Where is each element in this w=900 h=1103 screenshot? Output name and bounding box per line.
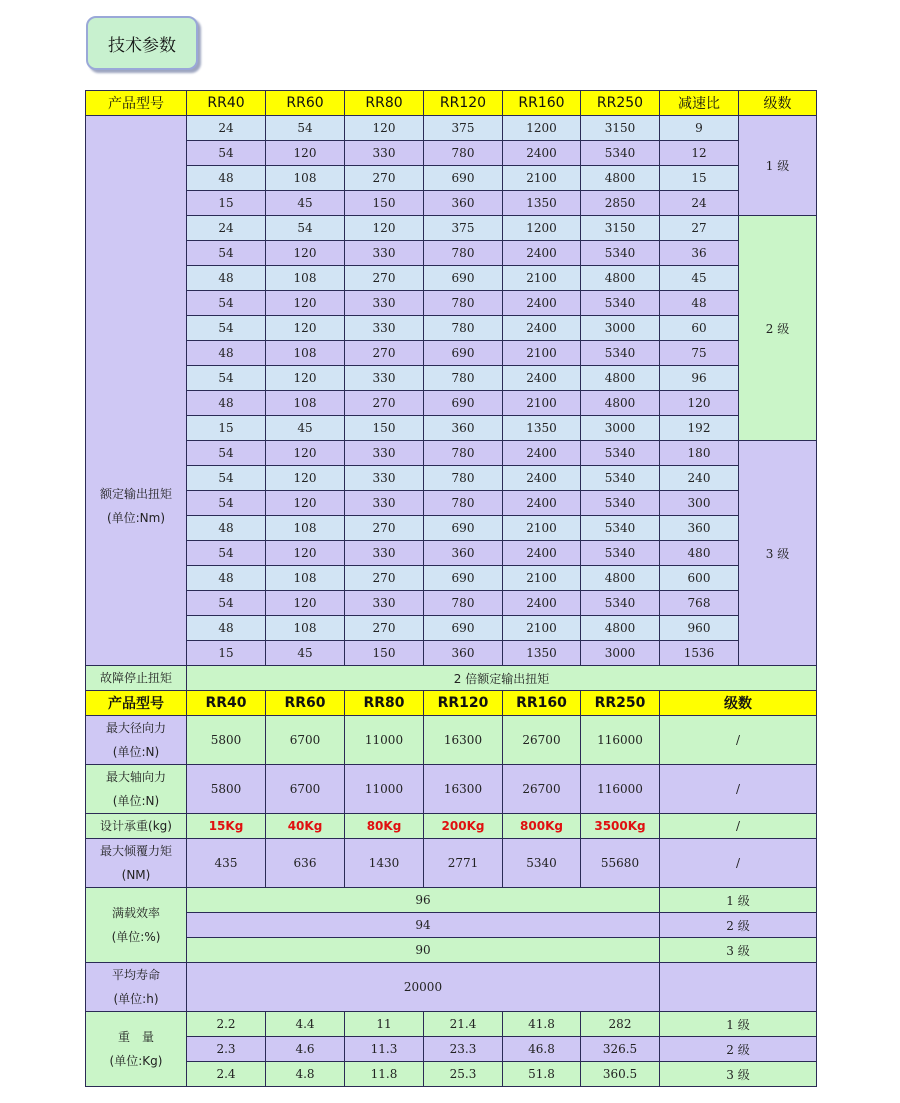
torque-cell: 330 [345, 591, 424, 616]
weight-row [86, 1062, 817, 1087]
torque-cell: 15 [660, 166, 739, 191]
torque-cell: 375 [424, 116, 503, 141]
torque-cell: 45 [266, 416, 345, 441]
torque-cell: 54 [266, 116, 345, 141]
torque-cell: 4800 [581, 616, 660, 641]
header-ratio: 减速比 [660, 91, 739, 116]
torque-row [86, 566, 817, 591]
torque-cell: 120 [266, 141, 345, 166]
header-model: RR80 [345, 91, 424, 116]
torque-cell: 270 [345, 391, 424, 416]
torque-cell: 360 [424, 191, 503, 216]
torque-cell: 108 [266, 616, 345, 641]
radial-force-row-cell: 16300 [424, 716, 503, 765]
torque-cell: 2400 [503, 291, 581, 316]
axial-force-row-cell: 6700 [266, 765, 345, 814]
weight-cell: 326.5 [581, 1037, 660, 1062]
efficiency-stage: 3 级 [660, 938, 817, 963]
torque-cell: 24 [187, 216, 266, 241]
torque-cell: 780 [424, 241, 503, 266]
efficiency-row [86, 888, 817, 913]
stage-cell: 3 级 [739, 441, 817, 666]
weight-cell: 360.5 [581, 1062, 660, 1087]
load-cell: 3500Kg [581, 814, 660, 839]
header-model: RR160 [503, 691, 581, 716]
torque-cell: 360 [424, 641, 503, 666]
torque-cell: 120 [266, 466, 345, 491]
torque-cell: 2400 [503, 441, 581, 466]
load-cell: 800Kg [503, 814, 581, 839]
torque-cell: 48 [187, 391, 266, 416]
torque-cell: 54 [187, 141, 266, 166]
torque-cell: 3000 [581, 416, 660, 441]
torque-cell: 24 [187, 116, 266, 141]
torque-cell: 780 [424, 291, 503, 316]
torque-row [86, 466, 817, 491]
torque-cell: 780 [424, 316, 503, 341]
torque-cell: 330 [345, 291, 424, 316]
torque-row [86, 366, 817, 391]
torque-cell: 2100 [503, 266, 581, 291]
header-model: RR120 [424, 91, 503, 116]
weight-row [86, 1012, 817, 1037]
torque-row [86, 541, 817, 566]
weight-cell: 25.3 [424, 1062, 503, 1087]
torque-cell: 15 [187, 191, 266, 216]
torque-row [86, 241, 817, 266]
header-model-label: 产品型号 [86, 691, 187, 716]
torque-cell: 60 [660, 316, 739, 341]
axial-force-row-cell: 11000 [345, 765, 424, 814]
torque-cell: 2400 [503, 241, 581, 266]
torque-cell: 690 [424, 166, 503, 191]
header-model: RR40 [187, 691, 266, 716]
torque-row [86, 616, 817, 641]
efficiency-row [86, 913, 817, 938]
torque-cell: 1350 [503, 641, 581, 666]
weight-stage: 1 级 [660, 1012, 817, 1037]
torque-cell: 180 [660, 441, 739, 466]
stage-cell: 2 级 [739, 216, 817, 441]
spec-table-body [86, 91, 817, 1087]
torque-cell: 54 [187, 291, 266, 316]
torque-cell: 330 [345, 141, 424, 166]
header-model: RR250 [581, 691, 660, 716]
fault-row [86, 666, 817, 691]
torque-cell: 2100 [503, 566, 581, 591]
label-line: 最大径向力 [105, 721, 166, 735]
life-label [86, 963, 187, 1012]
torque-cell: 1350 [503, 416, 581, 441]
label-line: (单位:h) [113, 992, 159, 1006]
torque-cell: 120 [266, 291, 345, 316]
torque-row [86, 391, 817, 416]
weight-stage: 3 级 [660, 1062, 817, 1087]
radial-force-row-cell: 6700 [266, 716, 345, 765]
axial-force-row-stage: / [660, 765, 817, 814]
label-line: 最大轴向力 [105, 770, 166, 784]
torque-cell: 780 [424, 141, 503, 166]
fault-value: 2 倍额定输出扭矩 [187, 666, 817, 691]
torque-cell: 3150 [581, 116, 660, 141]
torque-cell: 240 [660, 466, 739, 491]
torque-cell: 690 [424, 391, 503, 416]
torque-cell: 48 [187, 566, 266, 591]
torque-cell: 150 [345, 191, 424, 216]
torque-cell: 360 [424, 416, 503, 441]
torque-cell: 2400 [503, 466, 581, 491]
weight-cell: 282 [581, 1012, 660, 1037]
label-line: 额定输出扭矩 [99, 486, 172, 501]
torque-cell: 9 [660, 116, 739, 141]
torque-cell: 330 [345, 491, 424, 516]
torque-row [86, 166, 817, 191]
torque-cell: 690 [424, 341, 503, 366]
torque-cell: 15 [187, 416, 266, 441]
radial-force-row-stage: / [660, 716, 817, 765]
radial-force-row [86, 716, 817, 765]
weight-stage: 2 级 [660, 1037, 817, 1062]
torque-cell: 270 [345, 616, 424, 641]
label-line: (单位:Kg) [109, 1054, 163, 1068]
torque-cell: 1200 [503, 116, 581, 141]
torque-cell: 360 [660, 516, 739, 541]
torque-cell: 1350 [503, 191, 581, 216]
section-title: 技术参数 [86, 16, 198, 70]
weight-cell: 46.8 [503, 1037, 581, 1062]
torque-row [86, 591, 817, 616]
torque-cell: 12 [660, 141, 739, 166]
life-stage [660, 963, 817, 1012]
axial-force-row-cell: 26700 [503, 765, 581, 814]
axial-force-row-cell: 116000 [581, 765, 660, 814]
torque-cell: 690 [424, 566, 503, 591]
torque-cell: 2400 [503, 541, 581, 566]
torque-cell: 108 [266, 391, 345, 416]
torque-cell: 5340 [581, 141, 660, 166]
life-row [86, 963, 817, 1012]
torque-cell: 54 [187, 591, 266, 616]
torque-cell: 36 [660, 241, 739, 266]
torque-row [86, 116, 817, 141]
label-line: 平均寿命 [111, 968, 160, 982]
efficiency-label [86, 888, 187, 963]
torque-row [86, 191, 817, 216]
torque-cell: 375 [424, 216, 503, 241]
header-model: RR120 [424, 691, 503, 716]
radial-force-row-label [86, 716, 187, 765]
weight-cell: 2.3 [187, 1037, 266, 1062]
torque-row [86, 491, 817, 516]
torque-cell: 120 [266, 541, 345, 566]
torque-cell: 1536 [660, 641, 739, 666]
torque-cell: 5340 [581, 291, 660, 316]
torque-cell: 2400 [503, 316, 581, 341]
torque-cell: 2400 [503, 366, 581, 391]
header-model: RR60 [266, 91, 345, 116]
torque-cell: 2100 [503, 341, 581, 366]
radial-force-row-cell: 11000 [345, 716, 424, 765]
torque-cell: 108 [266, 516, 345, 541]
torque-cell: 120 [266, 491, 345, 516]
axial-force-row-cell: 16300 [424, 765, 503, 814]
header-model: RR160 [503, 91, 581, 116]
torque-cell: 960 [660, 616, 739, 641]
weight-cell: 4.6 [266, 1037, 345, 1062]
radial-force-row-cell: 116000 [581, 716, 660, 765]
torque-cell: 5340 [581, 466, 660, 491]
torque-cell: 54 [266, 216, 345, 241]
torque-cell: 54 [187, 541, 266, 566]
efficiency-stage: 2 级 [660, 913, 817, 938]
label-line: (单位:N) [112, 745, 160, 759]
torque-cell: 2100 [503, 516, 581, 541]
torque-row [86, 316, 817, 341]
torque-row [86, 416, 817, 441]
torque-cell: 330 [345, 316, 424, 341]
tilt-moment-row-cell: 1430 [345, 839, 424, 888]
torque-cell: 330 [345, 466, 424, 491]
load-row [86, 814, 817, 839]
weight-cell: 23.3 [424, 1037, 503, 1062]
torque-cell: 360 [424, 541, 503, 566]
torque-cell: 54 [187, 241, 266, 266]
torque-cell: 54 [187, 316, 266, 341]
torque-cell: 330 [345, 366, 424, 391]
torque-cell: 45 [660, 266, 739, 291]
torque-cell: 54 [187, 466, 266, 491]
load-cell: 200Kg [424, 814, 503, 839]
label-line: (单位:N) [112, 794, 160, 808]
weight-cell: 21.4 [424, 1012, 503, 1037]
weight-cell: 2.4 [187, 1062, 266, 1087]
spec-table [85, 90, 817, 1087]
torque-row [86, 216, 817, 241]
torque-cell: 48 [187, 341, 266, 366]
torque-cell: 108 [266, 166, 345, 191]
torque-cell: 270 [345, 266, 424, 291]
weight-cell: 51.8 [503, 1062, 581, 1087]
torque-cell: 150 [345, 416, 424, 441]
efficiency-value: 90 [187, 938, 660, 963]
torque-cell: 2100 [503, 166, 581, 191]
torque-cell: 2400 [503, 141, 581, 166]
label-line: (单位:Nm) [106, 510, 166, 525]
torque-row [86, 341, 817, 366]
torque-cell: 270 [345, 341, 424, 366]
life-value: 20000 [187, 963, 660, 1012]
torque-cell: 108 [266, 566, 345, 591]
weight-label [86, 1012, 187, 1087]
torque-cell: 54 [187, 491, 266, 516]
torque-cell: 780 [424, 366, 503, 391]
torque-cell: 15 [187, 641, 266, 666]
load-stage: / [660, 814, 817, 839]
weight-cell: 41.8 [503, 1012, 581, 1037]
torque-cell: 2100 [503, 391, 581, 416]
label-line: (单位:%) [111, 930, 161, 944]
header-model: RR60 [266, 691, 345, 716]
header-model-label: 产品型号 [86, 91, 187, 116]
torque-cell: 5340 [581, 591, 660, 616]
torque-cell: 600 [660, 566, 739, 591]
torque-cell: 780 [424, 591, 503, 616]
torque-cell: 120 [266, 441, 345, 466]
torque-cell: 330 [345, 241, 424, 266]
torque-cell: 3000 [581, 641, 660, 666]
torque-cell: 2400 [503, 491, 581, 516]
header-row-2 [86, 691, 817, 716]
header-row [86, 91, 817, 116]
tilt-moment-row-cell: 636 [266, 839, 345, 888]
torque-cell: 120 [266, 591, 345, 616]
load-cell: 15Kg [187, 814, 266, 839]
header-model: RR250 [581, 91, 660, 116]
torque-cell: 120 [660, 391, 739, 416]
header-stage: 级数 [739, 91, 817, 116]
label-line: (NM) [121, 868, 151, 882]
weight-row [86, 1037, 817, 1062]
torque-cell: 780 [424, 491, 503, 516]
torque-cell: 48 [187, 516, 266, 541]
torque-cell: 150 [345, 641, 424, 666]
torque-row [86, 266, 817, 291]
torque-cell: 192 [660, 416, 739, 441]
weight-cell: 11.3 [345, 1037, 424, 1062]
torque-cell: 54 [187, 441, 266, 466]
weight-cell: 4.8 [266, 1062, 345, 1087]
header-model: RR40 [187, 91, 266, 116]
torque-cell: 1200 [503, 216, 581, 241]
torque-row [86, 441, 817, 466]
radial-force-row-cell: 26700 [503, 716, 581, 765]
weight-cell: 4.4 [266, 1012, 345, 1037]
torque-cell: 4800 [581, 391, 660, 416]
efficiency-stage: 1 级 [660, 888, 817, 913]
load-cell: 40Kg [266, 814, 345, 839]
torque-cell: 4800 [581, 366, 660, 391]
torque-cell: 24 [660, 191, 739, 216]
label-line: 重 量 [117, 1030, 154, 1044]
torque-cell: 4800 [581, 166, 660, 191]
torque-cell: 75 [660, 341, 739, 366]
torque-cell: 3000 [581, 316, 660, 341]
torque-cell: 768 [660, 591, 739, 616]
torque-cell: 5340 [581, 341, 660, 366]
torque-cell: 4800 [581, 266, 660, 291]
torque-cell: 120 [345, 216, 424, 241]
torque-cell: 48 [187, 616, 266, 641]
radial-force-row-cell: 5800 [187, 716, 266, 765]
torque-cell: 5340 [581, 491, 660, 516]
torque-cell: 780 [424, 441, 503, 466]
torque-cell: 690 [424, 616, 503, 641]
torque-cell: 480 [660, 541, 739, 566]
header-stage: 级数 [660, 691, 817, 716]
torque-row [86, 141, 817, 166]
tilt-moment-row [86, 839, 817, 888]
torque-cell: 270 [345, 566, 424, 591]
torque-cell: 48 [187, 266, 266, 291]
torque-cell: 120 [266, 241, 345, 266]
torque-cell: 270 [345, 516, 424, 541]
load-label: 设计承重(kg) [86, 814, 187, 839]
torque-cell: 96 [660, 366, 739, 391]
torque-cell: 330 [345, 541, 424, 566]
torque-cell: 48 [660, 291, 739, 316]
label-line: 最大倾覆力矩 [99, 844, 172, 858]
torque-row [86, 516, 817, 541]
torque-cell: 54 [187, 366, 266, 391]
weight-cell: 11 [345, 1012, 424, 1037]
weight-cell: 2.2 [187, 1012, 266, 1037]
tilt-moment-row-label [86, 839, 187, 888]
axial-force-row [86, 765, 817, 814]
efficiency-row [86, 938, 817, 963]
efficiency-value: 94 [187, 913, 660, 938]
torque-cell: 5340 [581, 541, 660, 566]
fault-label: 故障停止扭矩 [86, 666, 187, 691]
torque-cell: 45 [266, 191, 345, 216]
torque-cell: 48 [187, 166, 266, 191]
torque-cell: 2850 [581, 191, 660, 216]
torque-cell: 5340 [581, 516, 660, 541]
efficiency-value: 96 [187, 888, 660, 913]
torque-label [86, 116, 187, 666]
tilt-moment-row-cell: 2771 [424, 839, 503, 888]
torque-cell: 5340 [581, 241, 660, 266]
torque-cell: 270 [345, 166, 424, 191]
torque-cell: 3150 [581, 216, 660, 241]
torque-cell: 690 [424, 266, 503, 291]
torque-cell: 4800 [581, 566, 660, 591]
torque-cell: 45 [266, 641, 345, 666]
torque-cell: 2100 [503, 616, 581, 641]
torque-cell: 330 [345, 441, 424, 466]
stage-cell: 1 级 [739, 116, 817, 216]
tilt-moment-row-stage: / [660, 839, 817, 888]
torque-cell: 108 [266, 266, 345, 291]
torque-cell: 120 [266, 316, 345, 341]
axial-force-row-label [86, 765, 187, 814]
torque-cell: 27 [660, 216, 739, 241]
torque-cell: 300 [660, 491, 739, 516]
torque-cell: 690 [424, 516, 503, 541]
torque-cell: 2400 [503, 591, 581, 616]
torque-row [86, 291, 817, 316]
torque-cell: 5340 [581, 441, 660, 466]
torque-cell: 120 [345, 116, 424, 141]
weight-cell: 11.8 [345, 1062, 424, 1087]
tilt-moment-row-cell: 5340 [503, 839, 581, 888]
tilt-moment-row-cell: 435 [187, 839, 266, 888]
torque-cell: 108 [266, 341, 345, 366]
label-line: 满载效率 [111, 906, 160, 920]
header-model: RR80 [345, 691, 424, 716]
tilt-moment-row-cell: 55680 [581, 839, 660, 888]
axial-force-row-cell: 5800 [187, 765, 266, 814]
load-cell: 80Kg [345, 814, 424, 839]
torque-cell: 120 [266, 366, 345, 391]
torque-cell: 780 [424, 466, 503, 491]
torque-row [86, 641, 817, 666]
